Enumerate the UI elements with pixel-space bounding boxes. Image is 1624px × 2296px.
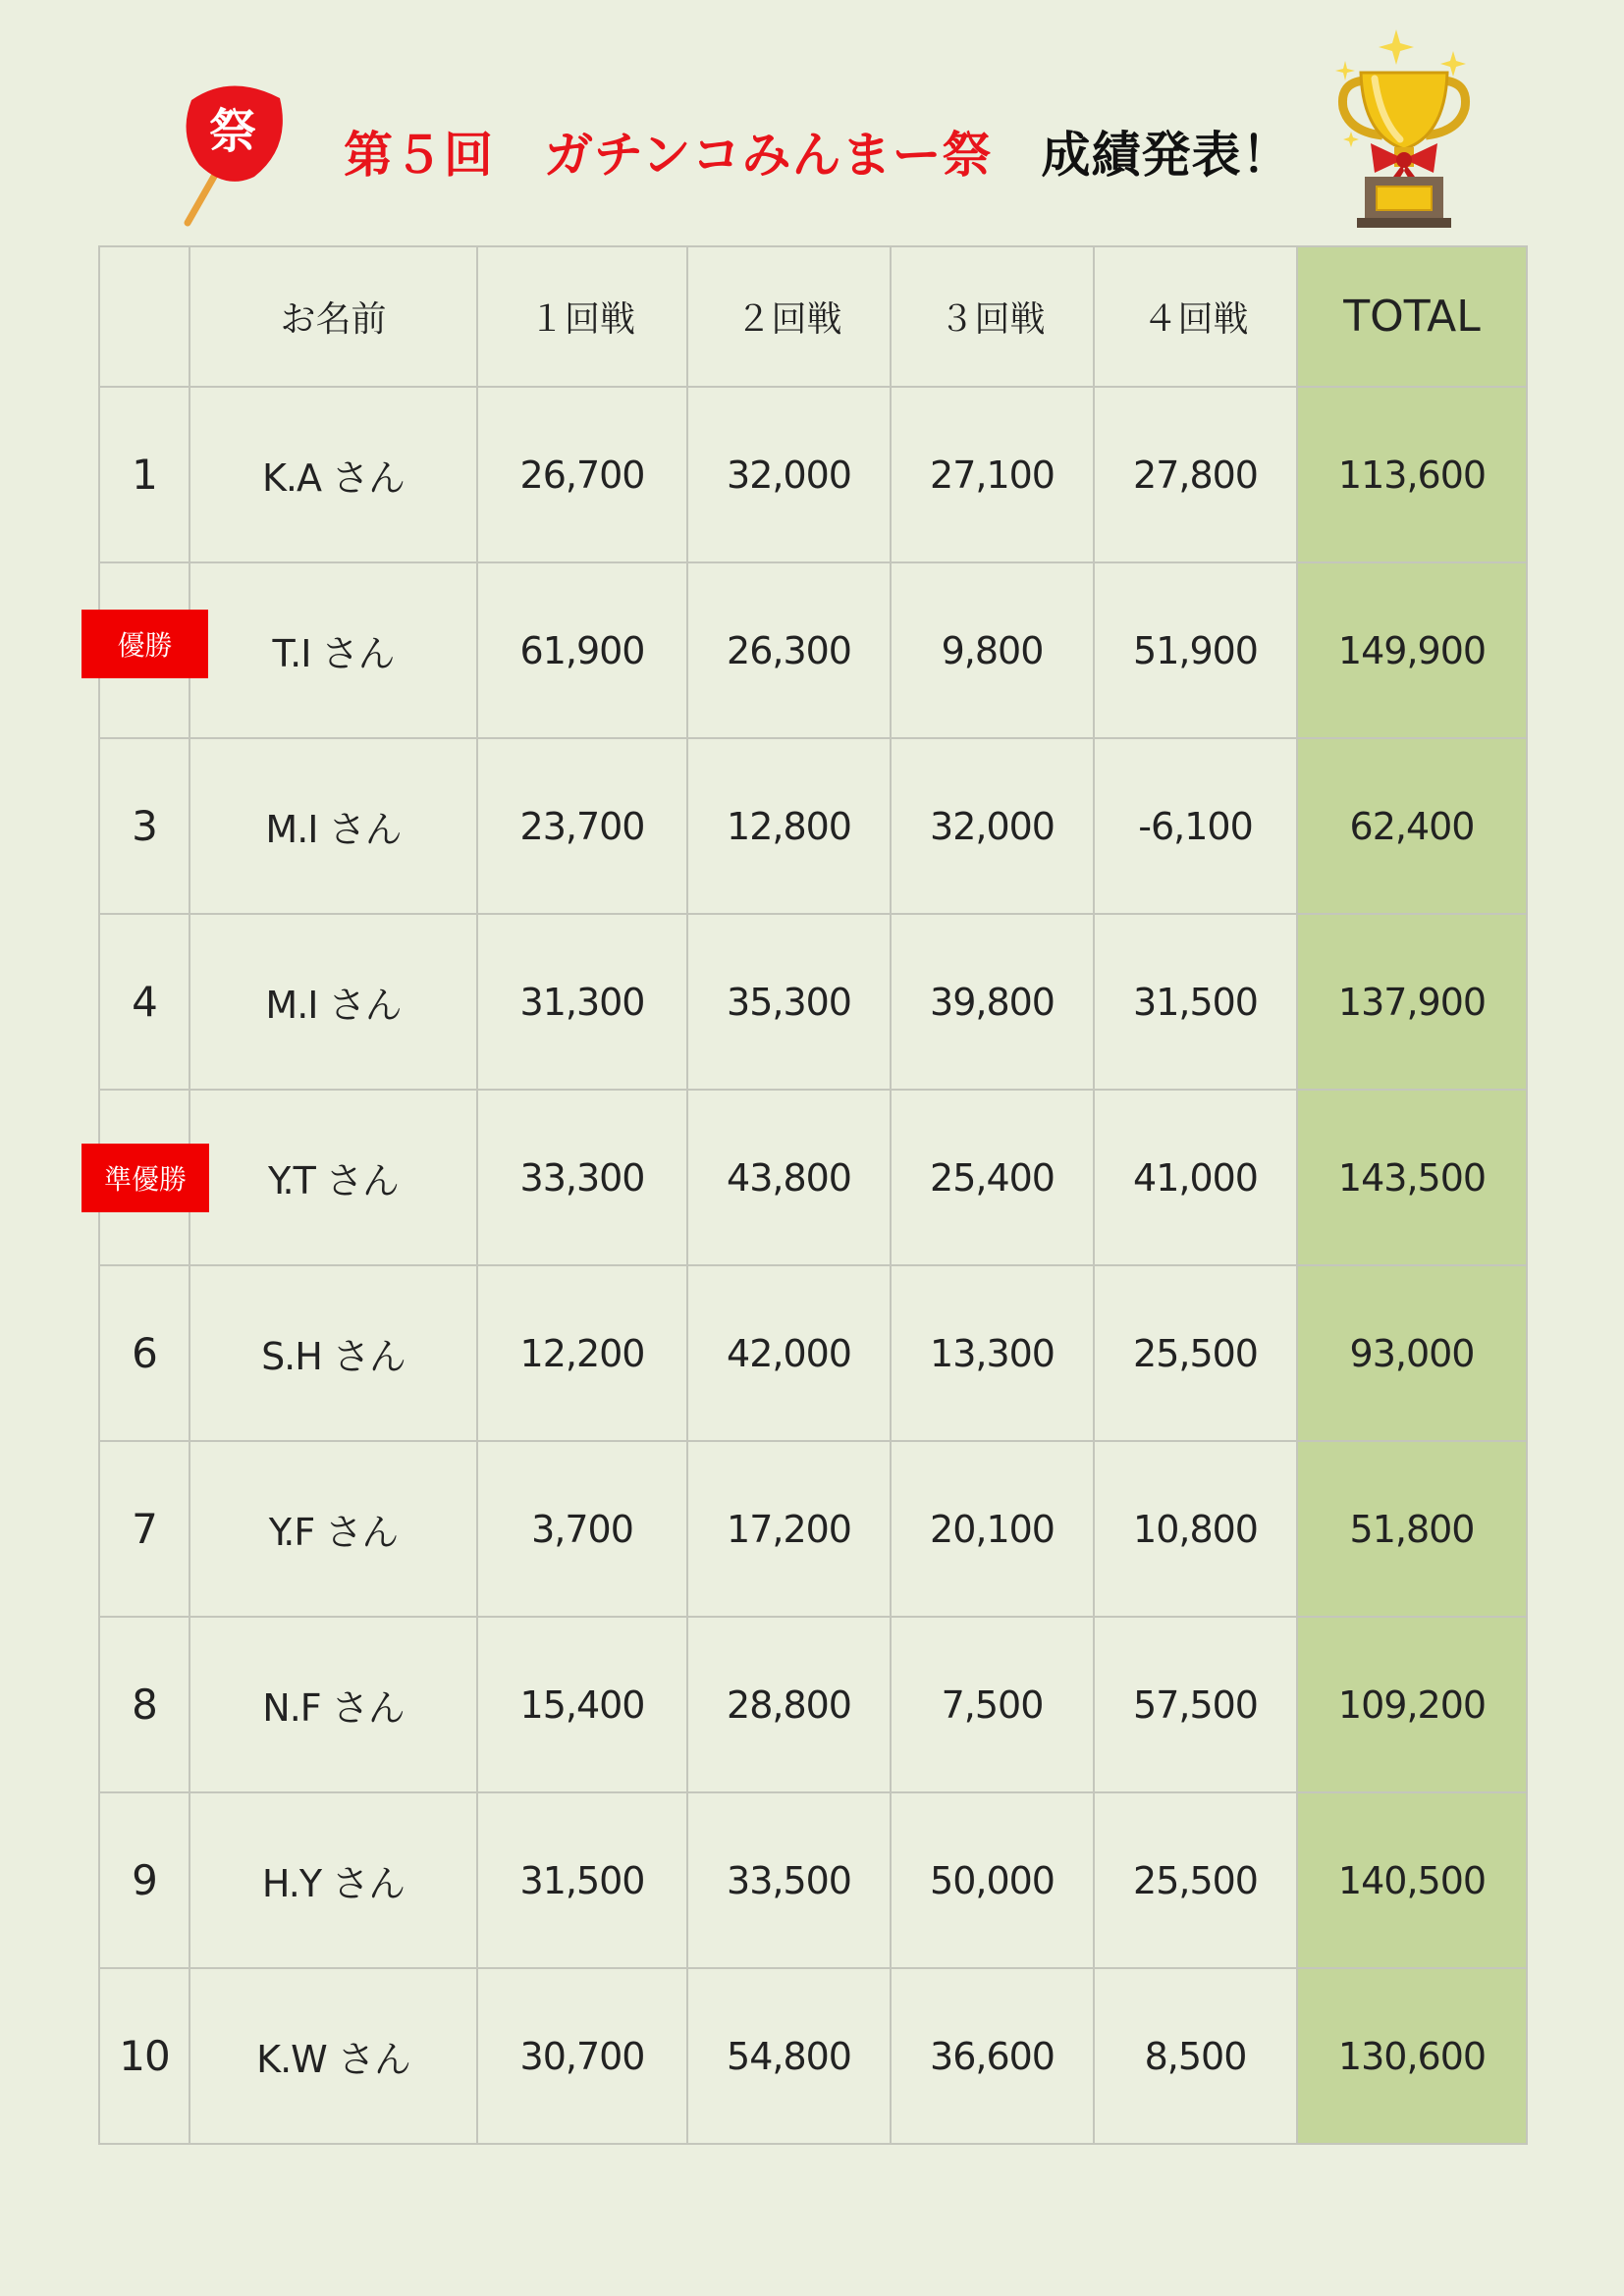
- round-4-cell: 41,000: [1094, 1090, 1297, 1265]
- table-row: [99, 1265, 1527, 1441]
- round-1-cell: 61,900: [477, 562, 687, 738]
- total-cell: 143,500: [1297, 1090, 1527, 1265]
- rank-cell: 9: [99, 1792, 189, 1968]
- table-row: [99, 1968, 1527, 2144]
- round-2-cell: 43,800: [687, 1090, 891, 1265]
- round-1-cell: 3,700: [477, 1441, 687, 1617]
- round-4-cell: 25,500: [1094, 1265, 1297, 1441]
- page-header: [0, 0, 1624, 245]
- trophy-icon: [1326, 22, 1483, 230]
- table-row: [99, 738, 1527, 914]
- name-cell: M.I さん: [189, 738, 477, 914]
- header-name: お名前: [189, 246, 477, 387]
- round-3-cell: 36,600: [891, 1968, 1094, 2144]
- round-4-cell: 57,500: [1094, 1617, 1297, 1792]
- round-4-cell: 10,800: [1094, 1441, 1297, 1617]
- table-row: [99, 562, 1527, 738]
- rank-cell: 10: [99, 1968, 189, 2144]
- rank-cell: 6: [99, 1265, 189, 1441]
- table-row: [99, 1090, 1527, 1265]
- round-2-cell: 35,300: [687, 914, 891, 1090]
- name-cell: Y.F さん: [189, 1441, 477, 1617]
- total-cell: 140,500: [1297, 1792, 1527, 1968]
- festival-fan-icon: [172, 71, 295, 230]
- name-cell: N.F さん: [189, 1617, 477, 1792]
- round-2-cell: 26,300: [687, 562, 891, 738]
- round-1-cell: 12,200: [477, 1265, 687, 1441]
- round-3-cell: 20,100: [891, 1441, 1094, 1617]
- round-4-cell: 8,500: [1094, 1968, 1297, 2144]
- round-1-cell: 15,400: [477, 1617, 687, 1792]
- round-3-cell: 32,000: [891, 738, 1094, 914]
- round-3-cell: 39,800: [891, 914, 1094, 1090]
- rank-cell: 3: [99, 738, 189, 914]
- name-cell: H.Y さん: [189, 1792, 477, 1968]
- winner-badge: 優勝: [81, 610, 208, 678]
- round-4-cell: -6,100: [1094, 738, 1297, 914]
- results-table: [98, 245, 1528, 2145]
- total-cell: 62,400: [1297, 738, 1527, 914]
- round-3-cell: 50,000: [891, 1792, 1094, 1968]
- rank-cell: 1: [99, 387, 189, 562]
- total-cell: 113,600: [1297, 387, 1527, 562]
- round-1-cell: 26,700: [477, 387, 687, 562]
- round-2-cell: 42,000: [687, 1265, 891, 1441]
- header-round-2: ２回戦: [687, 246, 891, 387]
- name-cell: S.H さん: [189, 1265, 477, 1441]
- header-round-4: ４回戦: [1094, 246, 1297, 387]
- total-cell: 51,800: [1297, 1441, 1527, 1617]
- total-cell: 109,200: [1297, 1617, 1527, 1792]
- fan-glyph: 祭: [208, 104, 257, 159]
- name-cell: T.I さん: [189, 562, 477, 738]
- total-cell: 130,600: [1297, 1968, 1527, 2144]
- runner-up-badge: 準優勝: [81, 1144, 209, 1212]
- table-row: [99, 387, 1527, 562]
- rank-cell: 8: [99, 1617, 189, 1792]
- round-4-cell: 27,800: [1094, 387, 1297, 562]
- header-total: TOTAL: [1297, 246, 1527, 387]
- rank-cell: 7: [99, 1441, 189, 1617]
- name-cell: K.A さん: [189, 387, 477, 562]
- name-cell: K.W さん: [189, 1968, 477, 2144]
- round-4-cell: 25,500: [1094, 1792, 1297, 1968]
- round-4-cell: 31,500: [1094, 914, 1297, 1090]
- header-rank: [99, 246, 189, 387]
- round-2-cell: 12,800: [687, 738, 891, 914]
- name-cell: Y.T さん: [189, 1090, 477, 1265]
- round-2-cell: 54,800: [687, 1968, 891, 2144]
- round-1-cell: 30,700: [477, 1968, 687, 2144]
- round-1-cell: 31,300: [477, 914, 687, 1090]
- header-round-1: １回戦: [477, 246, 687, 387]
- round-3-cell: 13,300: [891, 1265, 1094, 1441]
- total-cell: 137,900: [1297, 914, 1527, 1090]
- round-3-cell: 9,800: [891, 562, 1094, 738]
- title-main: 第５回 ガチンコみんまー祭: [344, 127, 993, 184]
- round-2-cell: 17,200: [687, 1441, 891, 1617]
- rank-cell: 4: [99, 914, 189, 1090]
- round-2-cell: 32,000: [687, 387, 891, 562]
- name-cell: M.I さん: [189, 914, 477, 1090]
- total-cell: 93,000: [1297, 1265, 1527, 1441]
- page-title: [344, 116, 1292, 187]
- round-3-cell: 25,400: [891, 1090, 1094, 1265]
- title-sub: 成績発表！: [1041, 127, 1292, 184]
- table-row: [99, 1792, 1527, 1968]
- round-4-cell: 51,900: [1094, 562, 1297, 738]
- round-2-cell: 33,500: [687, 1792, 891, 1968]
- header-row: [99, 246, 1527, 387]
- table-row: [99, 1441, 1527, 1617]
- table-row: [99, 914, 1527, 1090]
- round-3-cell: 7,500: [891, 1617, 1094, 1792]
- round-2-cell: 28,800: [687, 1617, 891, 1792]
- round-1-cell: 31,500: [477, 1792, 687, 1968]
- total-cell: 149,900: [1297, 562, 1527, 738]
- round-1-cell: 33,300: [477, 1090, 687, 1265]
- round-3-cell: 27,100: [891, 387, 1094, 562]
- round-1-cell: 23,700: [477, 738, 687, 914]
- table-row: [99, 1617, 1527, 1792]
- header-round-3: ３回戦: [891, 246, 1094, 387]
